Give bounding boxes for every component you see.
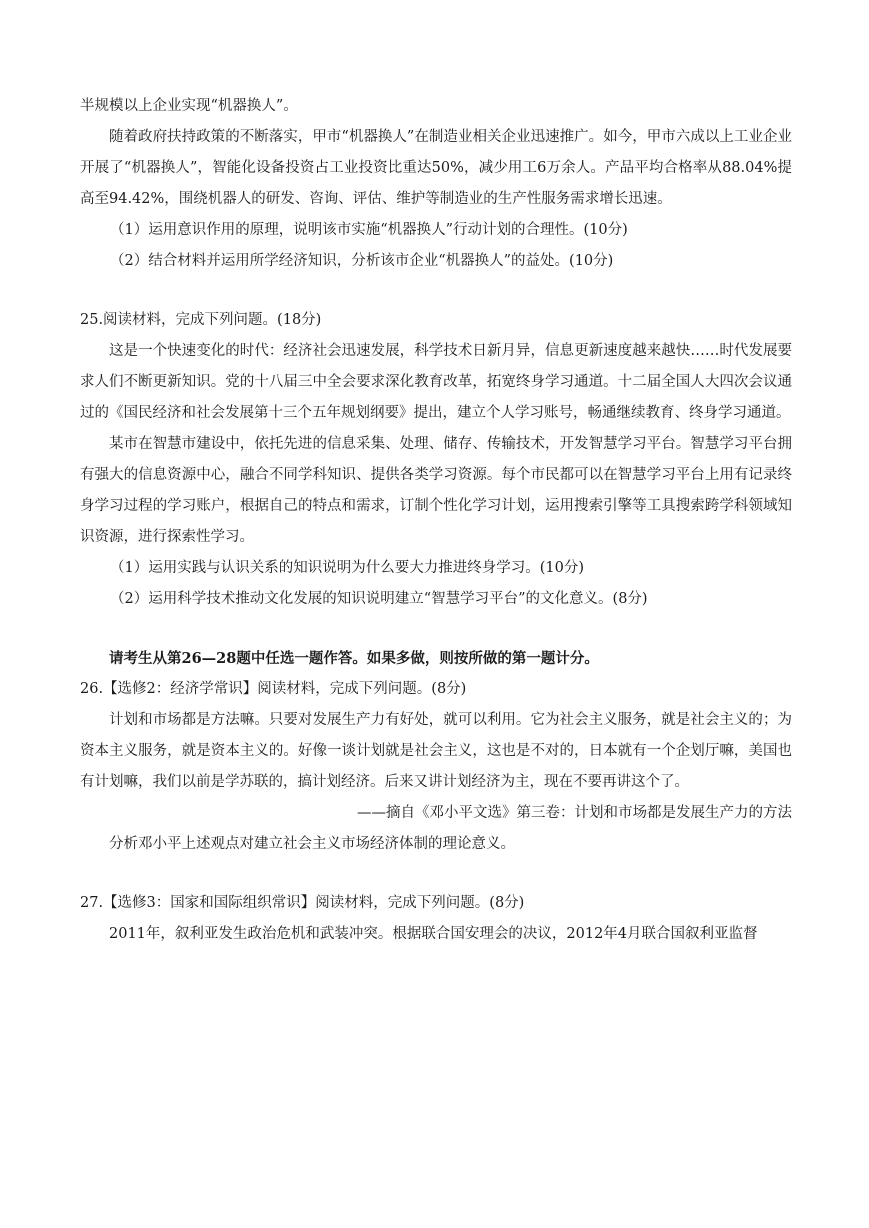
- q25-subquestion-1: （1）运用实践与认识关系的知识说明为什么要大力推进终身学习。(10分): [110, 560, 584, 576]
- q27-title: 27.【选修3：国家和国际组织常识】阅读材料，完成下列问题。(8分): [80, 895, 525, 911]
- q26-source-citation: ——摘自《邓小平文选》第三卷：计划和市场都是发展生产力的方法: [357, 805, 792, 821]
- q24-material-paragraph: 随着政府扶持政策的不断落实，甲市“机器换人”在制造业相关企业迅速推广。如今，甲市六成以上工业企业开展了“机器换人”，智能化设备投资占工业投资比重达50%，减少用工6万余人。产品平均合格率从88.04%提高至94.42%，围绕机器人的研发、咨询、评估、维护等制造业的生产性服务需求增长迅速。: [80, 129, 792, 207]
- q25-subquestion-2: （2）运用科学技术推动文化发展的知识说明建立“智慧学习平台”的文化意义。(8分): [110, 591, 648, 607]
- q26-question: 分析邓小平上述观点对建立社会主义市场经济体制的理论意义。: [109, 836, 515, 852]
- q24-subquestion-1: （1）运用意识作用的原理，说明该市实施“机器换人”行动计划的合理性。(10分): [110, 222, 628, 238]
- intro-tail: 半规模以上企业实现“机器换人”。: [80, 98, 298, 114]
- q26-title: 26.【选修2：经济学常识】阅读材料，完成下列问题。(8分): [80, 681, 467, 697]
- elective-notice: 请考生从第26—28题中任选一题作答。如果多做，则按所做的第一题计分。: [109, 650, 599, 667]
- exam-page: [80, 91, 792, 950]
- q24-subquestion-2: （2）结合材料并运用所学经济知识，分析该市企业“机器换人”的益处。(10分): [110, 253, 614, 269]
- q27-material-paragraph: 2011年，叙利亚发生政治危机和武装冲突。根据联合国安理会的决议，2012年4月联合国叙利亚监督: [109, 926, 758, 942]
- q25-material-paragraph-1: 这是一个快速变化的时代：经济社会迅速发展，科学技术日新月异，信息更新速度越来越快……时代发展要求人们不断更新知识。党的十八届三中全会要求深化教育改革，拓宽终身学习通道。十二届全国人大四次会议通过的《国民经济和社会发展第十三个五年规划纲要》提出，建立个人学习账号，畅通继续教育、终身学习通道。: [80, 343, 792, 421]
- q26-material-paragraph: 计划和市场都是方法嘛。只要对发展生产力有好处，就可以利用。它为社会主义服务，就是社会主义的；为资本主义服务，就是资本主义的。好像一谈计划就是社会主义，这也是不对的，日本就有一个企划厅嘛，美国也有计划嘛，我们以前是学苏联的，搞计划经济。后来又讲计划经济为主，现在不要再讲这个了。: [80, 712, 792, 790]
- q25-material-paragraph-2: 某市在智慧市建设中，依托先进的信息采集、处理、储存、传输技术，开发智慧学习平台。智慧学习平台拥有强大的信息资源中心，融合不同学科知识、提供各类学习资源。每个市民都可以在智慧学习平台上用有记录终身学习过程的学习账户，根据自己的特点和需求，订制个性化学习计划，运用搜索引擎等工具搜索跨学科领域知识资源，进行探索性学习。: [80, 436, 792, 545]
- q25-title: 25.阅读材料，完成下列问题。(18分): [80, 312, 322, 328]
